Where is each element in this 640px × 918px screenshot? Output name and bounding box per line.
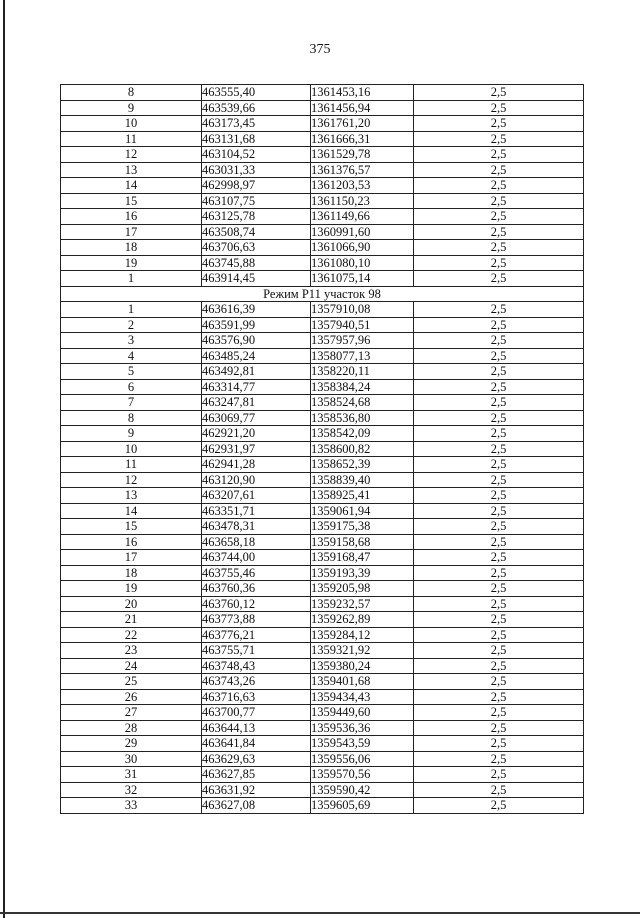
x-coordinate-cell: 463104,52 [202,147,311,163]
y-coordinate-cell: 1359168,47 [311,550,414,566]
x-coordinate-cell: 463776,21 [202,627,311,643]
table-row [61,379,584,395]
value-cell: 2,5 [414,751,584,767]
point-number-cell: 12 [61,147,202,163]
x-coordinate-cell: 463485,24 [202,348,311,364]
x-coordinate-cell: 463700,77 [202,705,311,721]
value-cell: 2,5 [414,147,584,163]
table-row [61,271,584,287]
table-row [61,674,584,690]
x-coordinate-cell: 463748,43 [202,658,311,674]
point-number-cell: 10 [61,116,202,132]
point-number-cell: 8 [61,410,202,426]
point-number-cell: 11 [61,131,202,147]
table-row [61,193,584,209]
x-coordinate-cell: 463247,81 [202,395,311,411]
point-number-cell: 23 [61,643,202,659]
value-cell: 2,5 [414,395,584,411]
point-number-cell: 29 [61,736,202,752]
y-coordinate-cell: 1359380,24 [311,658,414,674]
point-number-cell: 26 [61,689,202,705]
point-number-cell: 22 [61,627,202,643]
table-row [61,85,584,101]
y-coordinate-cell: 1359543,59 [311,736,414,752]
table-row [61,348,584,364]
x-coordinate-cell: 463658,18 [202,534,311,550]
y-coordinate-cell: 1358925,41 [311,488,414,504]
x-coordinate-cell: 463760,36 [202,581,311,597]
table-row [61,627,584,643]
point-number-cell: 17 [61,224,202,240]
point-number-cell: 28 [61,720,202,736]
y-coordinate-cell: 1357940,51 [311,317,414,333]
x-coordinate-cell: 463591,99 [202,317,311,333]
value-cell: 2,5 [414,798,584,814]
x-coordinate-cell: 463539,66 [202,100,311,116]
y-coordinate-cell: 1358524,68 [311,395,414,411]
scan-bottom-edge [0,912,640,914]
y-coordinate-cell: 1361150,23 [311,193,414,209]
y-coordinate-cell: 1359449,60 [311,705,414,721]
table-row [61,658,584,674]
point-number-cell: 19 [61,255,202,271]
scan-left-edge [3,0,5,918]
x-coordinate-cell: 463131,68 [202,131,311,147]
y-coordinate-cell: 1357910,08 [311,302,414,318]
point-number-cell: 33 [61,798,202,814]
x-coordinate-cell: 463755,71 [202,643,311,659]
x-coordinate-cell: 463641,84 [202,736,311,752]
table-row [61,736,584,752]
y-coordinate-cell: 1361203,53 [311,178,414,194]
y-coordinate-cell: 1359205,98 [311,581,414,597]
table-row [61,224,584,240]
y-coordinate-cell: 1361066,90 [311,240,414,256]
value-cell: 2,5 [414,503,584,519]
point-number-cell: 18 [61,240,202,256]
x-coordinate-cell: 463914,45 [202,271,311,287]
value-cell: 2,5 [414,674,584,690]
value-cell: 2,5 [414,643,584,659]
table-row [61,503,584,519]
x-coordinate-cell: 463627,08 [202,798,311,814]
x-coordinate-cell: 463107,75 [202,193,311,209]
point-number-cell: 5 [61,364,202,380]
value-cell: 2,5 [414,457,584,473]
value-cell: 2,5 [414,534,584,550]
y-coordinate-cell: 1358542,09 [311,426,414,442]
table-row [61,488,584,504]
x-coordinate-cell: 463743,26 [202,674,311,690]
y-coordinate-cell: 1359284,12 [311,627,414,643]
y-coordinate-cell: 1359175,38 [311,519,414,535]
y-coordinate-cell: 1359434,43 [311,689,414,705]
value-cell: 2,5 [414,116,584,132]
table-row [61,209,584,225]
point-number-cell: 7 [61,395,202,411]
table-row [61,534,584,550]
value-cell: 2,5 [414,302,584,318]
point-number-cell: 18 [61,565,202,581]
x-coordinate-cell: 463745,88 [202,255,311,271]
y-coordinate-cell: 1359321,92 [311,643,414,659]
x-coordinate-cell: 463508,74 [202,224,311,240]
point-number-cell: 25 [61,674,202,690]
value-cell: 2,5 [414,193,584,209]
x-coordinate-cell: 463644,13 [202,720,311,736]
value-cell: 2,5 [414,550,584,566]
x-coordinate-cell: 463706,63 [202,240,311,256]
table-row [61,782,584,798]
value-cell: 2,5 [414,348,584,364]
value-cell: 2,5 [414,271,584,287]
point-number-cell: 12 [61,472,202,488]
y-coordinate-cell: 1358384,24 [311,379,414,395]
y-coordinate-cell: 1361529,78 [311,147,414,163]
table-row [61,426,584,442]
table-row [61,255,584,271]
value-cell: 2,5 [414,131,584,147]
point-number-cell: 15 [61,519,202,535]
y-coordinate-cell: 1361080,10 [311,255,414,271]
table-row [61,550,584,566]
x-coordinate-cell: 462998,97 [202,178,311,194]
coordinates-table-body [61,85,584,814]
value-cell: 2,5 [414,178,584,194]
point-number-cell: 20 [61,596,202,612]
value-cell: 2,5 [414,736,584,752]
y-coordinate-cell: 1358536,80 [311,410,414,426]
x-coordinate-cell: 463616,39 [202,302,311,318]
table-row [61,596,584,612]
point-number-cell: 19 [61,581,202,597]
value-cell: 2,5 [414,255,584,271]
table-row [61,519,584,535]
value-cell: 2,5 [414,565,584,581]
point-number-cell: 1 [61,302,202,318]
table-row [61,689,584,705]
point-number-cell: 14 [61,503,202,519]
y-coordinate-cell: 1358220,11 [311,364,414,380]
value-cell: 2,5 [414,410,584,426]
x-coordinate-cell: 463773,88 [202,612,311,628]
y-coordinate-cell: 1358839,40 [311,472,414,488]
coordinates-table [60,84,584,814]
y-coordinate-cell: 1358077,13 [311,348,414,364]
table-row [61,581,584,597]
table-row [61,147,584,163]
value-cell: 2,5 [414,612,584,628]
point-number-cell: 6 [61,379,202,395]
y-coordinate-cell: 1358600,82 [311,441,414,457]
y-coordinate-cell: 1361376,57 [311,162,414,178]
section-title: Режим Р11 участок 98 [61,286,584,302]
table-row [61,472,584,488]
point-number-cell: 8 [61,85,202,101]
y-coordinate-cell: 1359605,69 [311,798,414,814]
table-row [61,457,584,473]
x-coordinate-cell: 463716,63 [202,689,311,705]
value-cell: 2,5 [414,317,584,333]
value-cell: 2,5 [414,426,584,442]
point-number-cell: 2 [61,317,202,333]
value-cell: 2,5 [414,333,584,349]
value-cell: 2,5 [414,705,584,721]
x-coordinate-cell: 463069,77 [202,410,311,426]
y-coordinate-cell: 1359556,06 [311,751,414,767]
table-row [61,565,584,581]
x-coordinate-cell: 463576,90 [202,333,311,349]
y-coordinate-cell: 1361149,66 [311,209,414,225]
value-cell: 2,5 [414,519,584,535]
value-cell: 2,5 [414,209,584,225]
y-coordinate-cell: 1361456,94 [311,100,414,116]
value-cell: 2,5 [414,627,584,643]
point-number-cell: 1 [61,271,202,287]
x-coordinate-cell: 462921,20 [202,426,311,442]
table-row [61,612,584,628]
table-row [61,767,584,783]
y-coordinate-cell: 1360991,60 [311,224,414,240]
table-row [61,364,584,380]
y-coordinate-cell: 1359158,68 [311,534,414,550]
y-coordinate-cell: 1359590,42 [311,782,414,798]
y-coordinate-cell: 1359401,68 [311,674,414,690]
y-coordinate-cell: 1359262,89 [311,612,414,628]
y-coordinate-cell: 1361761,20 [311,116,414,132]
table-row [61,705,584,721]
value-cell: 2,5 [414,364,584,380]
x-coordinate-cell: 463627,85 [202,767,311,783]
y-coordinate-cell: 1361453,16 [311,85,414,101]
x-coordinate-cell: 463207,61 [202,488,311,504]
value-cell: 2,5 [414,488,584,504]
x-coordinate-cell: 463120,90 [202,472,311,488]
point-number-cell: 14 [61,178,202,194]
y-coordinate-cell: 1359232,57 [311,596,414,612]
value-cell: 2,5 [414,782,584,798]
table-row [61,643,584,659]
x-coordinate-cell: 463478,31 [202,519,311,535]
point-number-cell: 24 [61,658,202,674]
point-number-cell: 27 [61,705,202,721]
x-coordinate-cell: 463492,81 [202,364,311,380]
table-row [61,162,584,178]
value-cell: 2,5 [414,224,584,240]
table-row [61,751,584,767]
table-row [61,798,584,814]
table-row [61,116,584,132]
section-header-row [61,286,584,302]
point-number-cell: 31 [61,767,202,783]
point-number-cell: 32 [61,782,202,798]
x-coordinate-cell: 463744,00 [202,550,311,566]
x-coordinate-cell: 463173,45 [202,116,311,132]
point-number-cell: 21 [61,612,202,628]
point-number-cell: 30 [61,751,202,767]
y-coordinate-cell: 1357957,96 [311,333,414,349]
table-row [61,178,584,194]
x-coordinate-cell: 463351,71 [202,503,311,519]
x-coordinate-cell: 463755,46 [202,565,311,581]
y-coordinate-cell: 1358652,39 [311,457,414,473]
x-coordinate-cell: 463314,77 [202,379,311,395]
value-cell: 2,5 [414,767,584,783]
table-row [61,720,584,736]
x-coordinate-cell: 462941,28 [202,457,311,473]
y-coordinate-cell: 1359570,56 [311,767,414,783]
point-number-cell: 10 [61,441,202,457]
point-number-cell: 3 [61,333,202,349]
value-cell: 2,5 [414,100,584,116]
table-row [61,395,584,411]
point-number-cell: 9 [61,426,202,442]
table-row [61,441,584,457]
table-row [61,100,584,116]
value-cell: 2,5 [414,441,584,457]
value-cell: 2,5 [414,658,584,674]
value-cell: 2,5 [414,472,584,488]
value-cell: 2,5 [414,379,584,395]
table-row [61,240,584,256]
value-cell: 2,5 [414,581,584,597]
table-row [61,302,584,318]
table-row [61,333,584,349]
point-number-cell: 17 [61,550,202,566]
x-coordinate-cell: 463760,12 [202,596,311,612]
y-coordinate-cell: 1361075,14 [311,271,414,287]
value-cell: 2,5 [414,85,584,101]
x-coordinate-cell: 462931,97 [202,441,311,457]
point-number-cell: 9 [61,100,202,116]
point-number-cell: 13 [61,162,202,178]
x-coordinate-cell: 463631,92 [202,782,311,798]
value-cell: 2,5 [414,162,584,178]
x-coordinate-cell: 463629,63 [202,751,311,767]
value-cell: 2,5 [414,689,584,705]
point-number-cell: 4 [61,348,202,364]
value-cell: 2,5 [414,240,584,256]
table-row [61,410,584,426]
table-row [61,131,584,147]
value-cell: 2,5 [414,596,584,612]
x-coordinate-cell: 463125,78 [202,209,311,225]
x-coordinate-cell: 463031,33 [202,162,311,178]
y-coordinate-cell: 1359536,36 [311,720,414,736]
y-coordinate-cell: 1361666,31 [311,131,414,147]
point-number-cell: 11 [61,457,202,473]
x-coordinate-cell: 463555,40 [202,85,311,101]
y-coordinate-cell: 1359193,39 [311,565,414,581]
y-coordinate-cell: 1359061,94 [311,503,414,519]
page-number: 375 [309,42,331,57]
point-number-cell: 15 [61,193,202,209]
point-number-cell: 16 [61,209,202,225]
point-number-cell: 13 [61,488,202,504]
table-row [61,317,584,333]
value-cell: 2,5 [414,720,584,736]
point-number-cell: 16 [61,534,202,550]
